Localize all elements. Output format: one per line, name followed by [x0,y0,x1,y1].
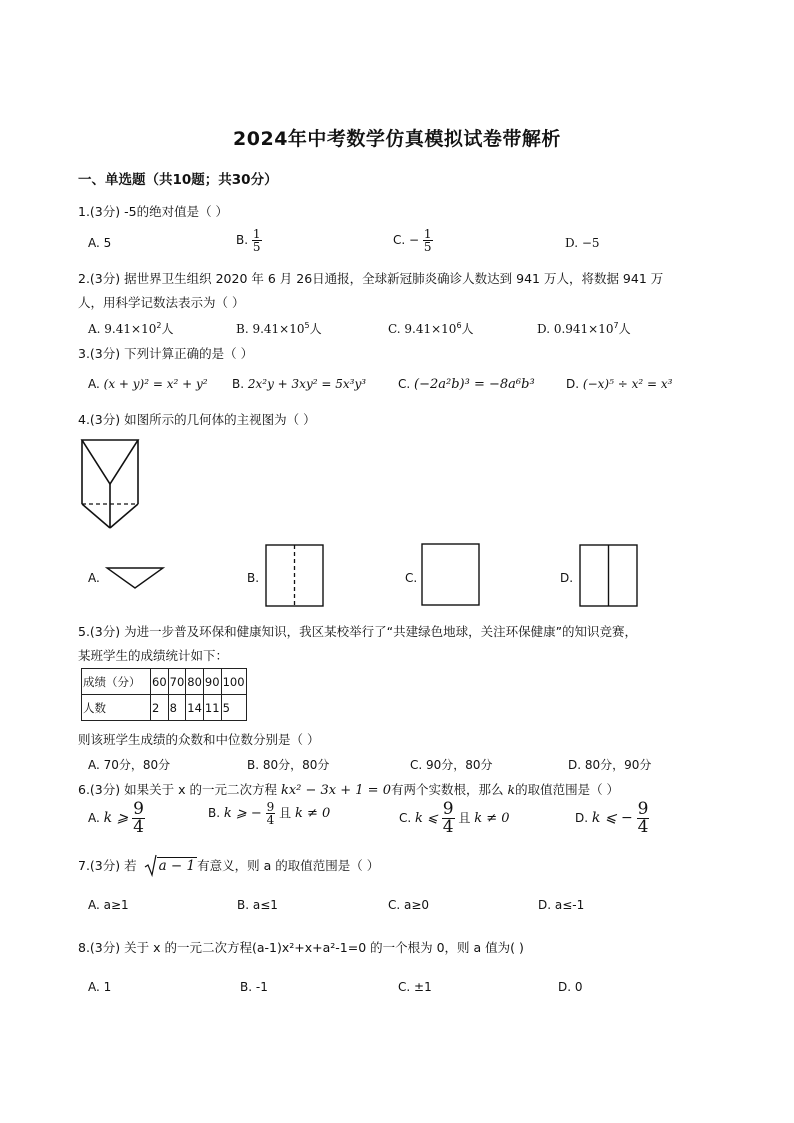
q7-option-c: C. a≥0 [388,898,430,912]
table-row [82,695,247,721]
q5-option-d: D. 80分，90分 [568,758,652,772]
q6-option-b: B. k ⩾ − $\frac{9}{4}$ 且 k ≠ 0 [208,800,331,827]
table-cell: 14 [186,695,204,721]
q1-option-c: C. − $\frac{1}{5}$ [393,227,432,254]
table-cell: 80 [186,669,204,695]
q1-stem: 1.(3分) -5的绝对值是（ ） [78,204,229,219]
q5-option-a: A. 70分，80分 [88,758,171,772]
section-heading: 一、单选题（共10题；共30分） [78,172,278,188]
score-table [81,668,247,721]
table-cell: 11 [203,695,221,721]
table-cell: 成绩（分） [82,669,151,695]
q4-option-d-solid-rect-view [579,544,639,608]
table-cell: 5 [221,695,246,721]
q2-stem-line2: 人，用科学记数法表示为（ ） [78,295,245,310]
q7-stem: 7.(3分) 若 a − 1 有意义，则 a 的取值范围是（ ） [78,856,379,874]
q4-option-b-dashed-rect-view [265,544,325,608]
q5-stem-line1: 5.(3分) 为进一步普及环保和健康知识，我区某校举行了“共建绿色地球，关注环保健康”的知识竞赛， [78,624,638,639]
q8-option-d: D. 0 [558,980,583,994]
q4-option-a-triangle-view [106,567,166,591]
q2-option-c: C. $9.41\times 10^6$人 [388,321,474,336]
q4-option-b: B. [247,571,260,585]
q3-option-b: B. 2x²y + 3xy² = 5x³y³ [232,377,367,391]
q3-stem: 3.(3分) 下列计算正确的是（ ） [78,346,254,361]
q8-stem: 8.(3分) 关于 x 的一元二次方程(a-1)x²+x+a²-1=0 的一个根为 0，则 a 值为( ) [78,940,524,955]
q8-option-a: A. 1 [88,980,112,994]
q8-option-c: C. ±1 [398,980,432,994]
q5-option-c: C. 90分，80分 [410,758,493,772]
q1-option-a: A. 5 [88,236,112,250]
table-row [82,669,247,695]
q1-option-b: B. $\frac{1}{5}$ [236,227,261,254]
page-title: 2024年中考数学仿真模拟试卷带解析 [233,128,561,150]
q7-option-d: D. a≤-1 [538,898,585,912]
q6-stem: 6.(3分) 如果关于 x 的一元二次方程 kx² − 3x + 1 = 0有两个实数根，那么 k的取值范围是（ ） [78,782,620,798]
q4-option-c: C. [405,571,418,585]
q7-option-b: B. a≤1 [237,898,278,912]
square-root-expression: a − 1 [145,858,198,874]
q4-option-c-rect-view [421,543,481,607]
q3-option-c: C. (−2a²b)³ = −8a⁶b³ [398,377,535,392]
radical-sign-icon [145,855,157,877]
q3-option-d: D. (−x)⁵ ÷ x² = x³ [566,377,673,391]
q2-option-d: D. $0.941\times 10^7$人 [537,321,631,336]
table-cell: 2 [151,695,169,721]
q2-option-b: B. $9.41\times 10^5$人 [236,321,322,336]
table-cell: 70 [168,669,186,695]
q4-option-d: D. [560,571,574,585]
q7-option-a: A. a≥1 [88,898,129,912]
table-cell: 人数 [82,695,151,721]
q5-stem-line2: 某班学生的成绩统计如下： [78,648,229,663]
q5-option-b: B. 80分，80分 [247,758,330,772]
triangular-prism-figure [80,438,142,530]
q4-stem: 4.(3分) 如图所示的几何体的主视图为（ ） [78,412,316,427]
table-cell: 90 [203,669,221,695]
q6-option-c: C. k ⩽ $\frac{9}{4}$ 且 k ≠ 0 [399,799,510,837]
q3-option-a: A. (x + y)² = x² + y² [88,377,208,391]
q2-stem-line1: 2.(3分) 据世界卫生组织 2020 年 6 月 26日通报，全球新冠肺炎确诊人数达到 941 万人，将数据 941 万 [78,271,664,286]
q8-option-b: B. -1 [240,980,268,994]
q5-stem-line3: 则该班学生成绩的众数和中位数分别是（ ） [78,732,320,747]
table-cell: 60 [151,669,169,695]
q2-option-a: A. $9.41\times 10^2$人 [88,321,174,336]
q6-option-d: D. k ⩽ − $\frac{9}{4}$ [575,799,649,837]
q4-option-a: A. [88,571,100,585]
table-cell: 100 [221,669,246,695]
table-cell: 8 [168,695,186,721]
q6-option-a: A. k ⩾ $\frac{9}{4}$ [88,799,144,837]
q1-option-d: D. −5 [565,236,600,250]
